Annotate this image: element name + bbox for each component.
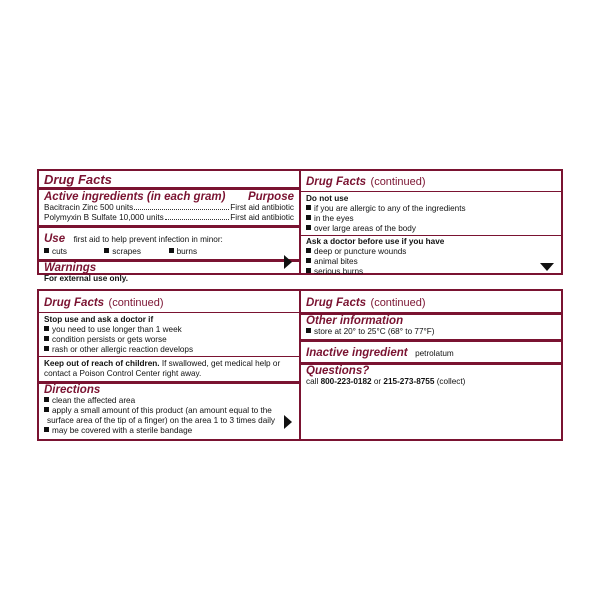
list-item-continuation: surface area of the tip of a finger) on the area 1 to 3 times daily bbox=[47, 416, 276, 425]
ask-doctor-heading: Ask a doctor before use if you have bbox=[306, 237, 445, 246]
list-item: store at 20° to 25°C (68° to 77°F) bbox=[301, 327, 561, 339]
use-heading: Use bbox=[44, 233, 66, 245]
questions-text: call 800-223-0182 or 215-273-8755 (collect) bbox=[306, 377, 466, 386]
drug-facts-panel-3 bbox=[37, 289, 301, 441]
continued-label: (continued) bbox=[108, 297, 164, 309]
active-ingredients-heading: Active ingredients (in each gram) bbox=[44, 191, 226, 203]
other-information-heading: Other information bbox=[306, 315, 404, 327]
keep-out-of-reach: Keep out of reach of children. If swallowed, get medical help or bbox=[44, 359, 281, 368]
phone-number[interactable]: 215-273-8755 bbox=[383, 377, 435, 386]
warnings-heading: Warnings bbox=[44, 262, 97, 274]
continued-label: (continued) bbox=[370, 176, 426, 188]
drug-facts-panel-2 bbox=[299, 169, 563, 275]
list-item: if you are allergic to any of the ingredients bbox=[301, 204, 561, 214]
arrow-right-icon bbox=[284, 415, 292, 429]
directions-heading: Directions bbox=[44, 384, 101, 396]
list-item: rash or other allergic reaction develops bbox=[39, 345, 299, 356]
inactive-ingredient-text: petrolatum bbox=[415, 349, 454, 358]
panel-title: Drug Facts bbox=[306, 176, 367, 188]
ingredient-row: Bacitracin Zinc 500 units First aid antibiotic bbox=[44, 203, 294, 212]
list-item: may be covered with a sterile bandage bbox=[39, 426, 299, 436]
warnings-text: For external use only. bbox=[44, 274, 129, 283]
inactive-ingredient-heading: Inactive ingredient bbox=[306, 347, 408, 359]
do-not-use-heading: Do not use bbox=[306, 194, 349, 203]
drug-facts-panel-4 bbox=[299, 289, 563, 441]
list-item: serious burns bbox=[301, 267, 561, 277]
panel-title: Drug Facts bbox=[44, 172, 112, 187]
stop-use-heading: Stop use and ask a doctor if bbox=[44, 315, 154, 324]
list-item: deep or puncture wounds bbox=[301, 247, 561, 257]
list-item: in the eyes bbox=[301, 214, 561, 224]
list-item: condition persists or gets worse bbox=[39, 335, 299, 345]
use-list: cuts scrapes burns bbox=[39, 247, 299, 259]
arrow-right-icon bbox=[284, 255, 292, 269]
list-item: you need to use longer than 1 week bbox=[39, 325, 299, 335]
purpose-heading: Purpose bbox=[247, 191, 294, 203]
continued-label: (continued) bbox=[370, 297, 426, 309]
list-item: clean the affected area bbox=[39, 396, 299, 406]
list-item: over large areas of the body bbox=[301, 224, 561, 235]
drug-facts-panel-1 bbox=[37, 169, 301, 283]
list-item: animal bites bbox=[301, 257, 561, 267]
questions-heading: Questions? bbox=[306, 365, 370, 377]
panel-title: Drug Facts bbox=[306, 297, 367, 309]
arrow-down-icon bbox=[540, 263, 554, 271]
keep-out-of-reach-line-2: contact a Poison Control Center right away. bbox=[44, 369, 202, 378]
panel-title: Drug Facts bbox=[44, 297, 105, 309]
ingredient-row: Polymyxin B Sulfate 10,000 units First aid antibiotic bbox=[44, 213, 294, 222]
list-item: apply a small amount of this product (an amount equal to the bbox=[39, 406, 299, 416]
phone-number[interactable]: 800-223-0182 bbox=[320, 377, 372, 386]
use-text: first aid to help prevent infection in minor: bbox=[73, 235, 223, 244]
